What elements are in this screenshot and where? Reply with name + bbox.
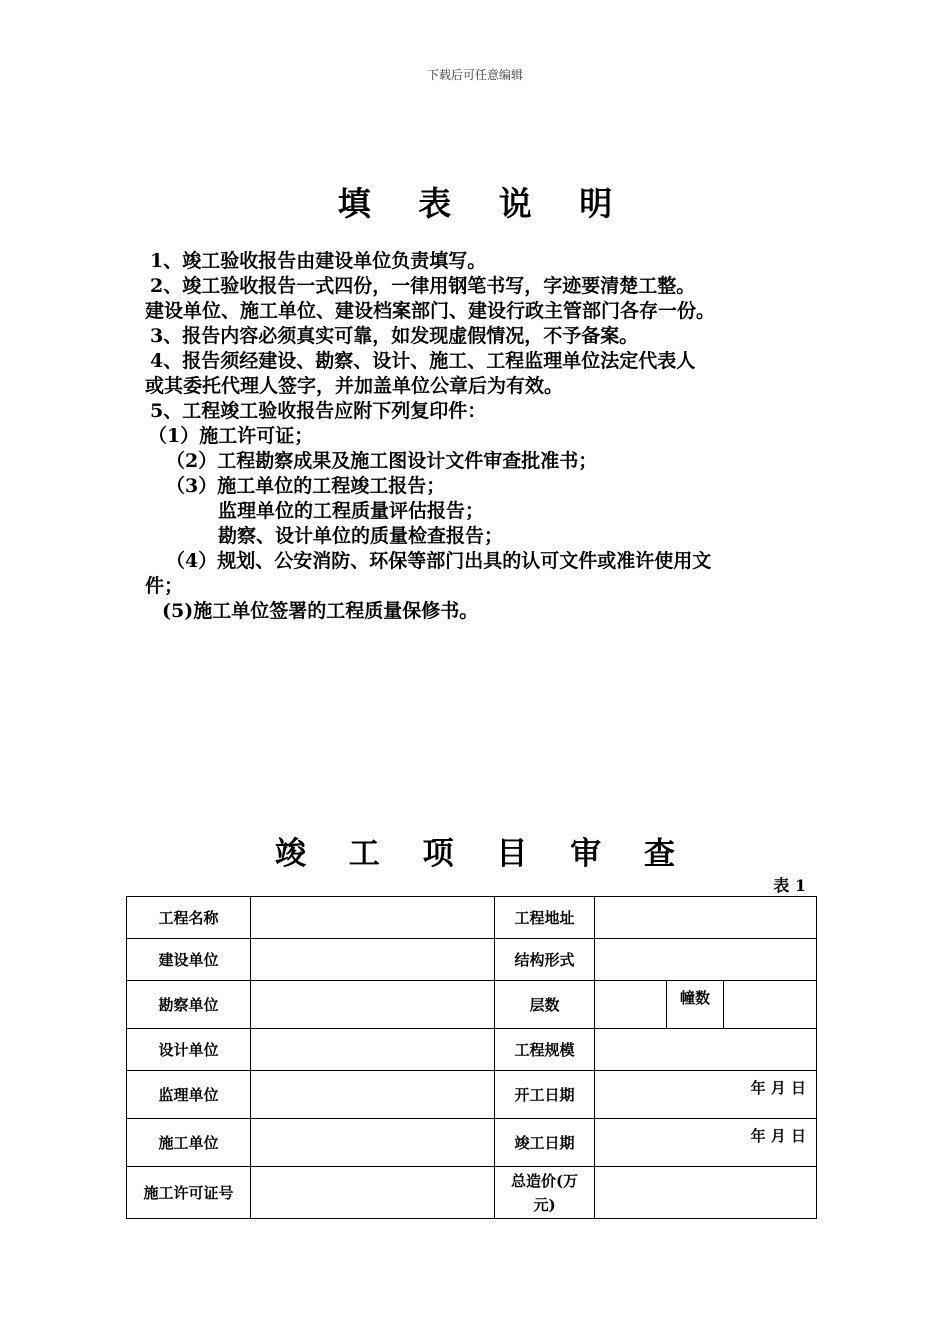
instruction-line: 2、竣工验收报告一式四份，一律用钢笔书写，字迹要清楚工整。 <box>150 275 696 297</box>
permit-no-value[interactable] <box>251 1167 495 1219</box>
construction-unit-label: 施工单位 <box>127 1119 251 1167</box>
table-row <box>127 1119 817 1167</box>
permit-no-label: 施工许可证号 <box>127 1167 251 1219</box>
total-cost-value[interactable] <box>595 1167 817 1219</box>
instruction-line: （2）工程勘察成果及施工图设计文件审查批准书； <box>166 450 598 472</box>
design-unit-label: 设计单位 <box>127 1029 251 1071</box>
instruction-line: (5)施工单位签署的工程质量保修书。 <box>162 600 479 622</box>
completion-date-value[interactable]: 年 月 日 <box>595 1119 817 1167</box>
header-note: 下载后可任意编辑 <box>426 68 523 82</box>
construction-unit-value[interactable] <box>251 1119 495 1167</box>
developer-label: 建设单位 <box>127 939 251 981</box>
instruction-line: （4）规划、公安消防、环保等部门出具的认可文件或准许使用文 <box>166 550 712 572</box>
supervision-unit-value[interactable] <box>251 1071 495 1119</box>
scale-label: 工程规模 <box>495 1029 595 1071</box>
developer-value[interactable] <box>251 939 495 981</box>
structure-value[interactable] <box>595 939 817 981</box>
instruction-line: 1、竣工验收报告由建设单位负责填写。 <box>150 250 487 272</box>
instruction-line: 勘察、设计单位的质量检查报告； <box>218 525 504 547</box>
project-name-value[interactable] <box>251 897 495 939</box>
instruction-line: 建设单位、施工单位、建设档案部门、建设行政主管部门各存一份。 <box>145 300 716 322</box>
table-row <box>127 939 817 981</box>
instruction-line: 监理单位的工程质量评估报告； <box>218 500 485 522</box>
project-name-label: 工程名称 <box>127 897 251 939</box>
buildings-label: 幢数 <box>667 981 724 1029</box>
structure-label: 结构形式 <box>495 939 595 981</box>
survey-unit-label: 勘察单位 <box>127 981 251 1029</box>
project-review-table <box>126 896 817 1219</box>
instruction-line: 件； <box>145 575 184 597</box>
table-row <box>127 1071 817 1119</box>
review-title: 竣 工 项 目 审 查 <box>275 836 691 872</box>
floors-value[interactable] <box>595 981 667 1029</box>
instruction-line: 3、报告内容必须真实可靠，如发现虚假情况，不予备案。 <box>150 325 639 347</box>
table-row <box>127 897 817 939</box>
instruction-line: 或其委托代理人签字，并加盖单位公章后为有效。 <box>145 375 564 397</box>
completion-date-label: 竣工日期 <box>495 1119 595 1167</box>
floors-label: 层数 <box>495 981 595 1029</box>
table-row <box>127 1029 817 1071</box>
buildings-value[interactable] <box>724 981 817 1029</box>
instructions-title: 填 表 说 明 <box>337 184 631 223</box>
table-row <box>127 1167 817 1219</box>
survey-unit-value[interactable] <box>251 981 495 1029</box>
instruction-line: 5、工程竣工验收报告应附下列复印件： <box>150 400 487 422</box>
table-row <box>127 981 817 1029</box>
scale-value[interactable] <box>595 1029 817 1071</box>
start-date-label: 开工日期 <box>495 1071 595 1119</box>
start-date-value[interactable]: 年 月 日 <box>595 1071 817 1119</box>
instruction-line: 4、报告须经建设、勘察、设计、施工、工程监理单位法定代表人 <box>150 350 696 372</box>
supervision-unit-label: 监理单位 <box>127 1071 251 1119</box>
table-number: 表 1 <box>773 876 806 895</box>
project-address-label: 工程地址 <box>495 897 595 939</box>
instruction-line: （1）施工许可证； <box>148 425 314 447</box>
project-address-value[interactable] <box>595 897 817 939</box>
instruction-line: （3）施工单位的工程竣工报告； <box>166 475 446 497</box>
design-unit-value[interactable] <box>251 1029 495 1071</box>
total-cost-label: 总造价(万元) <box>495 1167 595 1219</box>
